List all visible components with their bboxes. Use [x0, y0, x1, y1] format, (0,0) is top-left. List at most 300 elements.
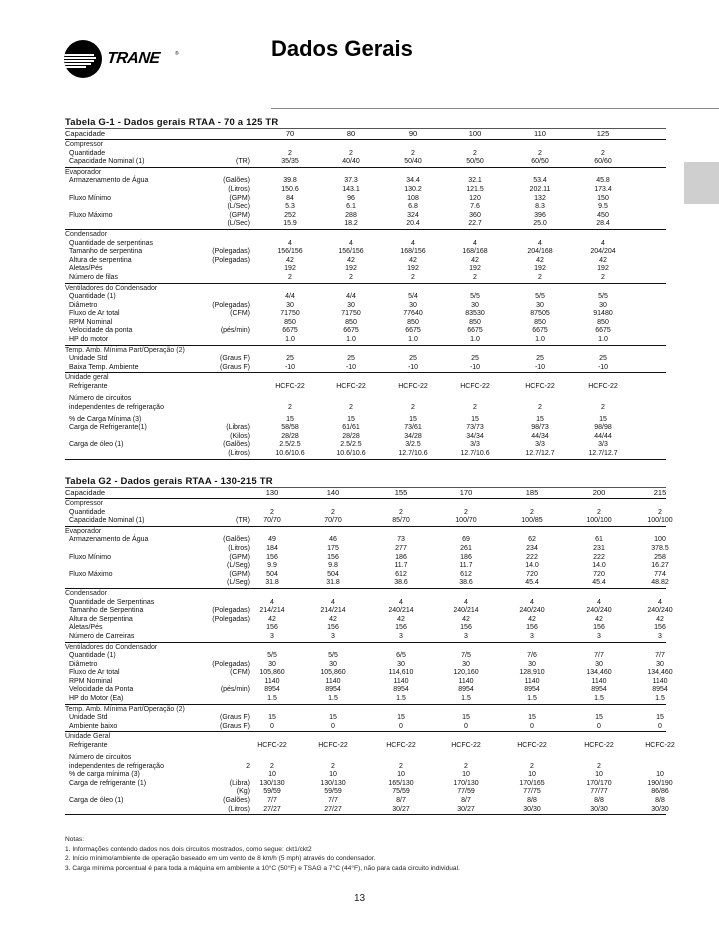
table-cell: 134,460	[647, 669, 673, 677]
table-row	[65, 652, 666, 661]
table-cell: 16.27	[651, 562, 669, 570]
table-cell: 10	[397, 771, 405, 779]
table-cell: 6.1	[346, 203, 356, 211]
table-cell: 2	[331, 508, 335, 516]
table-cell: 44/34	[531, 432, 549, 440]
table-cell: 30/30	[523, 805, 541, 813]
table-cell: 39.8	[283, 177, 297, 185]
table-cell: 34.4	[406, 177, 420, 185]
table-cell: 6675	[532, 327, 548, 335]
table-cell: 774	[654, 570, 666, 578]
table-cell: 720	[593, 570, 605, 578]
table-cell: 30	[397, 660, 405, 668]
table-cell: 31.8	[326, 579, 340, 587]
table-cell: -10	[597, 363, 609, 371]
table-row	[65, 571, 666, 580]
row-unit: (GPM)	[229, 570, 250, 578]
table-cell: 10	[656, 771, 664, 779]
table-cell: 3	[597, 632, 601, 640]
table-cell: 45.4	[592, 579, 606, 587]
table-cell: 2	[349, 149, 353, 157]
row-label: Unidade Std	[69, 355, 108, 363]
table-cell: 1.5	[527, 695, 537, 703]
table-cell: 9.5	[598, 203, 608, 211]
row-label: Unidade Std	[69, 714, 108, 722]
table-cell: 1.5	[594, 695, 604, 703]
page-title: Dados Gerais	[271, 36, 413, 61]
table-cell: 100	[654, 536, 666, 544]
capacity-header-label: Capacidade	[65, 129, 106, 138]
table-cell: 30/27	[392, 805, 410, 813]
row-label: independentes de refrigeração	[69, 762, 164, 770]
section-label: Unidade geral	[65, 374, 109, 382]
table-cell: 15	[347, 415, 355, 423]
table-cell: 15	[286, 415, 294, 423]
table-cell: 27/27	[324, 805, 342, 813]
table-cell: 4/4	[285, 293, 295, 301]
table-cell: 2	[411, 273, 415, 281]
table-cell: -10	[407, 363, 419, 371]
table-cell: 1.0	[470, 336, 480, 344]
table-cell: 0	[464, 722, 468, 730]
table-cell: 4	[473, 239, 477, 247]
table-row	[65, 186, 666, 195]
table-cell: 42	[286, 256, 294, 264]
table-cell: 612	[395, 570, 407, 578]
table-row	[65, 771, 666, 780]
table-row	[65, 509, 666, 518]
table-cell: 850	[345, 318, 357, 326]
table-cell: 83530	[465, 310, 485, 318]
table-row	[65, 554, 666, 563]
section-header-row	[65, 706, 666, 715]
table-cell: 1140	[325, 677, 341, 685]
table-cell: 25	[471, 355, 479, 363]
table-row	[65, 797, 666, 806]
table-cell: 2	[473, 149, 477, 157]
section-label: Condensador	[65, 230, 108, 238]
table-row	[65, 310, 666, 319]
table-g1-header	[65, 128, 666, 140]
table-cell: 850	[597, 318, 609, 326]
table-cell: 42	[599, 256, 607, 264]
table-cell: 4	[538, 239, 542, 247]
registered-mark: ®	[175, 51, 179, 57]
row-label: Carga de refrigerante (1)	[69, 779, 147, 787]
row-unit: (Libra)	[229, 779, 250, 787]
table-row	[65, 302, 666, 311]
section-label: Compressor	[65, 500, 104, 507]
table-row	[65, 195, 666, 204]
table-cell: 2	[530, 762, 534, 770]
row-label: Capacidade Nominal (1)	[69, 158, 145, 166]
table-cell: 360	[469, 211, 481, 219]
row-label: Armazenamento de Água	[69, 177, 149, 185]
table-cell: 25	[599, 355, 607, 363]
table-cell: 100/100	[647, 517, 673, 525]
row-unit: 2	[246, 762, 250, 770]
table-cell: 4	[331, 598, 335, 606]
table-cell: 18.2	[344, 220, 358, 228]
table-cell: 30	[286, 301, 294, 309]
row-label: Refrigerante	[69, 383, 108, 391]
table-cell: 222	[526, 553, 538, 561]
table-cell: 9.8	[328, 562, 338, 570]
section-header-row	[65, 374, 666, 383]
table-cell: 3	[270, 632, 274, 640]
table-row	[65, 265, 666, 274]
table-cell: 12.7/10.6	[398, 450, 428, 457]
row-unit: (L/Seg)	[227, 579, 250, 587]
table-cell: 120,160	[453, 669, 479, 677]
table-cell: 30	[536, 301, 544, 309]
row-unit: (Graus F)	[220, 355, 250, 363]
row-label: Ambiente baixo	[69, 722, 118, 730]
row-label: Fluxo Máximo	[69, 211, 113, 219]
table-row	[65, 293, 666, 302]
table-row	[65, 624, 666, 633]
trane-logo-icon	[64, 40, 102, 78]
table-cell: 192	[284, 265, 296, 273]
row-label: Tamanho de Serpentina	[69, 607, 144, 615]
table-cell: 3	[530, 632, 534, 640]
table-row	[65, 669, 673, 678]
section-header-row	[65, 285, 666, 294]
table-cell: 192	[345, 265, 357, 273]
row-unit: (Galões)	[223, 441, 250, 449]
table-cell: 28.4	[596, 220, 610, 228]
table-cell: 42	[462, 615, 470, 623]
table-cell: 15	[471, 415, 479, 423]
table-cell: 2	[349, 403, 353, 411]
column-header-90: 90	[408, 129, 418, 138]
table-cell: 240/214	[388, 607, 414, 615]
row-label: independentes de refrigeração	[69, 403, 164, 411]
row-label: Fluxo Mínimo	[69, 194, 112, 202]
table-cell: 156	[395, 624, 407, 632]
note-1: 1. Informações contendo dados nos dois circuitos mostrados, como segue: ckt1/ckt2	[65, 845, 312, 853]
table-g1-body	[65, 141, 666, 460]
table-g2-body	[65, 500, 675, 815]
table-cell: 15.9	[283, 220, 297, 228]
row-unit: (pés/min)	[220, 686, 250, 694]
table-cell: 192	[534, 265, 546, 273]
table-cell: 73/61	[404, 424, 422, 432]
row-label: Carga de Refrigerante(1)	[69, 424, 147, 432]
row-label: HP do Motor (Ea)	[69, 695, 124, 703]
row-label: Carga de óleo (1)	[69, 797, 124, 804]
table-cell: 108	[407, 194, 419, 202]
table-cell: 4/4	[346, 293, 356, 301]
table-cell: 60/60	[594, 158, 612, 166]
table-cell: 34/34	[466, 432, 484, 440]
table-cell: 10	[595, 771, 603, 779]
table-cell: 1.5	[396, 695, 406, 703]
table-cell: HCFC-22	[275, 383, 305, 391]
row-label: HP do motor	[69, 336, 109, 344]
table-cell: 2	[288, 403, 292, 411]
table-cell: 42	[595, 615, 603, 623]
table-cell: 3/2.5	[405, 441, 421, 449]
column-header-185: 185	[525, 488, 539, 497]
table-cell: 0	[399, 722, 403, 730]
table-cell: 0	[270, 722, 274, 730]
column-header-100: 100	[468, 129, 482, 138]
row-unit: (L/Sec)	[227, 203, 250, 211]
column-header-130: 130	[265, 488, 279, 497]
table-cell: HCFC-22	[386, 742, 416, 750]
table-cell: 240/240	[647, 607, 673, 615]
row-label: Velocidade da ponta	[69, 327, 133, 335]
table-row	[65, 661, 666, 670]
row-label: Número de Carreiras	[69, 632, 135, 640]
table-cell: 70/70	[324, 517, 342, 525]
table-row	[65, 416, 666, 425]
row-label: Quantidade de serpentinas	[69, 239, 154, 247]
table-cell: 8954	[591, 686, 607, 694]
table-cell: 0	[530, 722, 534, 730]
table-cell: 73	[397, 536, 405, 544]
table-cell: 59/59	[324, 788, 342, 796]
table-cell: 3/3	[470, 441, 480, 449]
table-row	[65, 433, 666, 442]
table-cell: 0	[658, 722, 662, 730]
table-cell: 10.6/10.6	[275, 450, 305, 457]
table-cell: 173.4	[594, 185, 612, 193]
table-cell: 25	[347, 355, 355, 363]
table-g1	[65, 117, 666, 460]
page-number: 13	[353, 893, 366, 904]
table-cell: 30	[656, 660, 664, 668]
row-label: Armazenamento de Água	[69, 536, 149, 544]
row-unit: (L/Sec)	[227, 220, 250, 228]
row-label: Carga de óleo (1)	[69, 441, 124, 449]
table-cell: 15	[656, 714, 664, 722]
table-cell: 324	[407, 211, 419, 219]
table-cell: 2	[601, 403, 605, 411]
row-unit: (Litros)	[228, 805, 250, 813]
row-label: % de carga mínima (3)	[69, 771, 140, 779]
note-2: 2. Início mínimo/ambiente de operação baseado em um vento de 8 km/h (5 mph) através do condensador.	[65, 855, 376, 862]
table-cell: 40/40	[342, 158, 360, 166]
table-row	[65, 240, 666, 249]
table-row	[65, 274, 666, 284]
row-unit: (Graus F)	[220, 722, 250, 730]
table-cell: HCFC-22	[336, 383, 366, 391]
table-cell: 1.0	[285, 336, 295, 344]
table-cell: 69	[462, 536, 470, 544]
table-cell: HCFC-22	[645, 742, 675, 750]
table-row	[65, 695, 666, 705]
table-cell: 4	[601, 239, 605, 247]
table-cell: 8954	[393, 686, 409, 694]
section-label: Temp. Amb. Mínima Part/Operação (2)	[65, 705, 185, 713]
table-cell: 31.8	[265, 579, 279, 587]
table-row	[65, 599, 666, 608]
column-header-125: 125	[596, 129, 610, 138]
row-unit: (Kg)	[236, 788, 250, 796]
table-cell: 204/204	[590, 248, 616, 256]
table-cell: 150.6	[281, 185, 299, 193]
table-cell: 15	[462, 714, 470, 722]
row-label: Refrigerante	[69, 742, 108, 750]
table-cell: 2	[464, 762, 468, 770]
table-row	[65, 395, 666, 404]
table-cell: 1.0	[535, 336, 545, 344]
table-cell: 84	[286, 194, 294, 202]
table-cell: 1140	[652, 677, 668, 685]
table-cell: 30	[329, 660, 337, 668]
table-cell: 175	[327, 544, 339, 552]
header-divider	[271, 108, 719, 109]
table-cell: 504	[266, 570, 278, 578]
trane-logo	[64, 40, 194, 84]
table-cell: 168/168	[462, 248, 488, 256]
column-header-155: 155	[394, 488, 408, 497]
brand-name: TRANE	[106, 50, 161, 67]
table-cell: 170/165	[519, 779, 545, 787]
table-cell: 4	[597, 598, 601, 606]
table-cell: 7/7	[267, 797, 277, 804]
table-cell: 288	[345, 211, 357, 219]
table-cell: 2	[399, 762, 403, 770]
table-g2	[65, 476, 675, 815]
table-cell: 850	[407, 318, 419, 326]
row-unit: (GPM)	[229, 553, 250, 561]
table-cell: -10	[469, 363, 481, 371]
table-cell: 1.5	[328, 695, 338, 703]
table-row	[65, 177, 666, 186]
table-cell: 77/75	[523, 788, 541, 796]
table-cell: 28/28	[342, 432, 360, 440]
section-label: Evaporador	[65, 168, 102, 176]
table-cell: 156	[266, 553, 278, 561]
section-header-row	[65, 141, 666, 150]
table-cell: 15	[268, 714, 276, 722]
table-cell: 1140	[393, 677, 409, 685]
row-unit: (Graus F)	[220, 363, 250, 371]
table-cell: 98/73	[531, 424, 549, 432]
table-cell: 234	[526, 544, 538, 552]
table-cell: 100/85	[521, 517, 543, 525]
table-cell: 156	[526, 624, 538, 632]
section-label: Ventiladores do Condensador	[65, 284, 158, 292]
table-cell: -10	[284, 363, 296, 371]
table-cell: HCFC-22	[525, 383, 555, 391]
row-label: Número de circuitos	[69, 754, 132, 762]
row-label: % de Carga Mínima (3)	[69, 415, 142, 423]
row-label: Quantidade de Serpentinas	[69, 598, 155, 606]
table-cell: 85/70	[392, 517, 410, 525]
table-row	[65, 336, 666, 346]
row-label: Capacidade Nominal (1)	[69, 517, 145, 525]
table-cell: -10	[534, 363, 546, 371]
table-cell: 77/59	[457, 788, 475, 796]
table-cell: HCFC-22	[257, 742, 287, 750]
table-cell: 8954	[264, 686, 280, 694]
table-cell: 1.5	[655, 695, 665, 703]
table-cell: 3	[331, 632, 335, 640]
table-cell: 1.0	[598, 336, 608, 344]
table-cell: 25	[409, 355, 417, 363]
table-cell: 6675	[467, 327, 483, 335]
row-unit: (pés/min)	[220, 327, 250, 335]
table-g2-header	[65, 487, 666, 499]
table-cell: 202.11	[529, 185, 551, 193]
table-cell: 1140	[591, 677, 607, 685]
row-unit: (CFM)	[230, 669, 250, 677]
table-cell: 42	[528, 615, 536, 623]
table-cell: 130.2	[404, 185, 422, 193]
table-cell: 4	[411, 239, 415, 247]
table-cell: 2	[530, 508, 534, 516]
table-cell: 2	[658, 508, 662, 516]
table-cell: 42	[536, 256, 544, 264]
table-cell: 5/5	[598, 293, 608, 301]
table-row	[65, 562, 669, 571]
row-label: Aletas/Pés	[69, 624, 103, 632]
table-cell: 8.3	[535, 203, 545, 211]
table-cell: 261	[460, 544, 472, 552]
table-cell: 8/8	[594, 797, 604, 804]
table-cell: 192	[597, 265, 609, 273]
table-cell: HCFC-22	[460, 383, 490, 391]
table-cell: HCFC-22	[584, 742, 614, 750]
table-cell: 378.5	[651, 544, 669, 552]
table-row	[65, 450, 666, 460]
table-cell: 30	[471, 301, 479, 309]
table-row	[65, 536, 666, 545]
table-cell: 1.0	[346, 336, 356, 344]
section-header-row	[65, 644, 666, 653]
row-label: Altura de serpentina	[69, 256, 132, 264]
table-cell: 850	[469, 318, 481, 326]
table-cell: 15	[595, 714, 603, 722]
table-cell: 96	[347, 194, 355, 202]
table-cell: 1.5	[267, 695, 277, 703]
column-header-200: 200	[592, 488, 606, 497]
table-cell: 2	[331, 762, 335, 770]
table-cell: 4	[288, 239, 292, 247]
table-row	[65, 319, 666, 328]
table-cell: 10	[329, 771, 337, 779]
table-cell: 222	[593, 553, 605, 561]
table-cell: 10.6/10.6	[336, 450, 366, 457]
row-unit: (Galões)	[223, 177, 250, 185]
section-header-row	[65, 733, 666, 742]
table-row	[65, 616, 666, 625]
table-cell: 12.7/12.7	[525, 450, 555, 457]
table-cell: 35/35	[281, 158, 299, 166]
table-cell: 105,860	[320, 669, 346, 677]
row-label: Tamanho de serpentina	[69, 248, 143, 256]
table-g2-title: Tabela G2 - Dados gerais RTAA - 130-215 TR	[65, 476, 273, 487]
table-cell: 50/40	[404, 158, 422, 166]
table-cell: 7/7	[655, 652, 665, 660]
table-cell: 186	[395, 553, 407, 561]
table-cell: 42	[409, 256, 417, 264]
table-cell: -10	[345, 363, 357, 371]
table-cell: 184	[266, 544, 278, 552]
table-cell: 1140	[458, 677, 474, 685]
table-cell: 0	[597, 722, 601, 730]
section-label: Ventiladores do Condensador	[65, 643, 158, 651]
table-row	[65, 788, 669, 797]
capacity-header-label: Capacidade	[65, 488, 106, 497]
table-row	[65, 723, 666, 733]
table-cell: 30	[599, 301, 607, 309]
table-row	[65, 203, 666, 212]
